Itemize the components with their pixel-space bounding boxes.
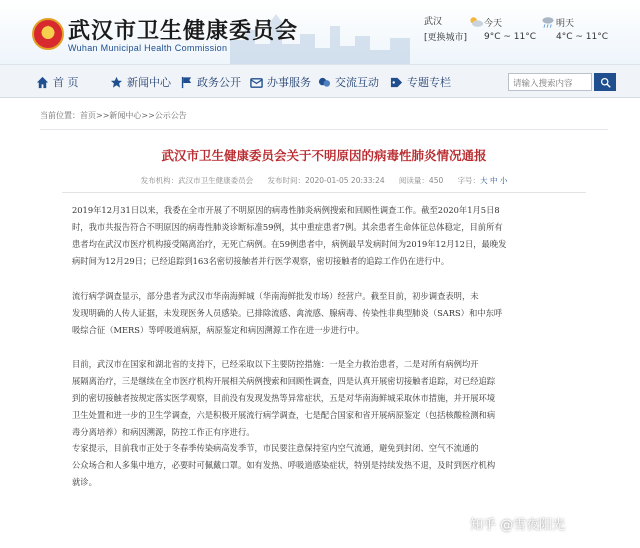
site-header <box>0 0 640 64</box>
change-city-link[interactable]: [更换城市] <box>424 33 468 43</box>
paragraph-line: 目前，武汉市在国家和湖北省的支持下，已经采取以下主要防控措施：一是全力救治患者，二是对所有病例均开 <box>72 359 479 369</box>
site-title[interactable]: 武汉市卫生健康委员会 <box>68 19 299 44</box>
meta-font-size-label: 字号： <box>457 176 481 185</box>
weather-today-temp: 9°C ~ 11°C <box>484 32 537 42</box>
search-icon <box>600 77 611 88</box>
star-icon <box>110 76 123 89</box>
article <box>40 130 608 548</box>
meta-views: 阅读量：450 <box>398 176 444 185</box>
paragraph-line: 吸综合征（MERS）等呼吸道病原，病原鉴定和病因溯源工作在进一步进行中。 <box>72 325 364 335</box>
article-paragraph <box>72 288 576 339</box>
cloudy-weather-icon <box>468 14 484 30</box>
nav-item-home[interactable] <box>36 74 79 90</box>
paragraph-line: 专家提示，目前我市正处于冬春季传染病高发季节，市民要注意保持室内空气流通，避免到封闭、空气不流通的 <box>72 443 479 453</box>
nav-item-services[interactable] <box>250 74 311 90</box>
paragraph-line: 患者均在武汉市医疗机构接受隔离治疗，无死亡病例。在59例患者中，病例最早发病时间为2019年12月12日，最晚发 <box>72 239 507 249</box>
nav-item-label: 政务公开 <box>197 76 241 89</box>
main-nav <box>0 64 640 98</box>
zhihu-watermark: 知乎 @雪夜阳光 <box>470 518 566 533</box>
paragraph-line: 展隔离治疗，三是继续在全市医疗机构开展相关病例搜索和回顾性调查，四是认真开展密切接触者追踪，对已经追踪 <box>72 376 496 386</box>
nav-item-label: 首 页 <box>53 76 79 89</box>
paragraph-line: 发现明确的人传人证据，未发现医务人员感染。已排除流感、禽流感、腺病毒、传染性非典型肺炎（SARS）和中东呼 <box>72 308 503 318</box>
meta-publish-time: 发布时间：2020-01-05 20:33:24 <box>267 176 385 185</box>
chat-icon <box>318 76 331 89</box>
nav-item-label: 交流互动 <box>335 76 379 89</box>
home-icon <box>36 76 49 89</box>
search-input[interactable]: 请输入搜索内容 <box>508 73 592 91</box>
nav-item-label: 新闻中心 <box>127 76 171 89</box>
divider <box>62 192 586 193</box>
tag-icon <box>390 76 403 89</box>
paragraph-line: 2019年12月31日以来，我委在全市开展了不明原因的病毒性肺炎病例搜索和回顾性调查工作。截至2020年1月5日8 <box>72 205 500 215</box>
nav-item-special-topics[interactable] <box>390 74 451 90</box>
article-meta <box>40 175 608 186</box>
paragraph-line: 时，我市共报告符合不明原因的病毒性肺炎诊断标准59例，其中重症患者7例。其余患者生命体征总体稳定，目前所有 <box>72 222 503 232</box>
flag-icon <box>180 76 193 89</box>
paragraph-line: 公众场合和人多集中地方，必要时可佩戴口罩。如有发热、呼吸道感染症状，特别是持续发热不退，及时到医疗机构 <box>72 460 496 470</box>
article-paragraph <box>72 440 576 491</box>
nav-item-news-center[interactable] <box>110 74 171 90</box>
breadcrumb <box>40 110 608 130</box>
rain-weather-icon <box>540 14 556 30</box>
article-title: 武汉市卫生健康委员会关于不明原因的病毒性肺炎情况通报 <box>161 148 487 163</box>
nav-item-gov-affairs[interactable] <box>180 74 241 90</box>
paragraph-line: 病时间为12月29日；已经追踪到163名密切接触者并行医学观察，密切接触者的追踪工作仍在进行中。 <box>72 256 450 266</box>
meta-source: 发布机构：武汉市卫生健康委员会 <box>140 176 254 185</box>
weather-tomorrow-label: 明天 <box>556 19 575 29</box>
national-emblem-logo[interactable] <box>32 18 64 50</box>
paragraph-line: 流行病学调查显示，部分患者为武汉市华南海鲜城（华南海鲜批发市场）经营户。截至目前，初步调查表明，未 <box>72 291 479 301</box>
weather-tomorrow-temp: 4°C ~ 11°C <box>556 32 609 42</box>
font-size-toggle[interactable]: 大 中 小 <box>480 176 508 185</box>
weather-city-name: 武汉 <box>424 17 443 27</box>
paragraph-line: 毒分离培养）和病因溯源，防控工作正有序进行。 <box>72 427 255 437</box>
search-button[interactable] <box>594 73 616 91</box>
nav-item-label: 专题专栏 <box>407 76 451 89</box>
paragraph-line: 卫生处置和进一步的卫生学调查，六是积极开展流行病学调查，七是配合国家和省开展病原鉴定（包括核酸检测和病 <box>72 410 496 420</box>
article-paragraph <box>72 356 576 441</box>
breadcrumb-text[interactable]: 当前位置：首页>>新闻中心>>公示公告 <box>40 111 187 120</box>
weather-city <box>424 14 467 43</box>
article-paragraph <box>72 202 576 270</box>
document-icon <box>250 76 263 89</box>
paragraph-line: 就诊。 <box>72 477 97 487</box>
site-subtitle: Wuhan Municipal Health Commission <box>68 43 228 53</box>
nav-item-label: 办事服务 <box>267 76 311 89</box>
weather-today-label: 今天 <box>484 19 503 29</box>
paragraph-line: 到的密切接触者按规定落实医学观察，目前没有发现发热等异常症状，五是对华南海鲜城采取休市措施，并开展环境 <box>72 393 496 403</box>
nav-item-interaction[interactable] <box>318 74 379 90</box>
